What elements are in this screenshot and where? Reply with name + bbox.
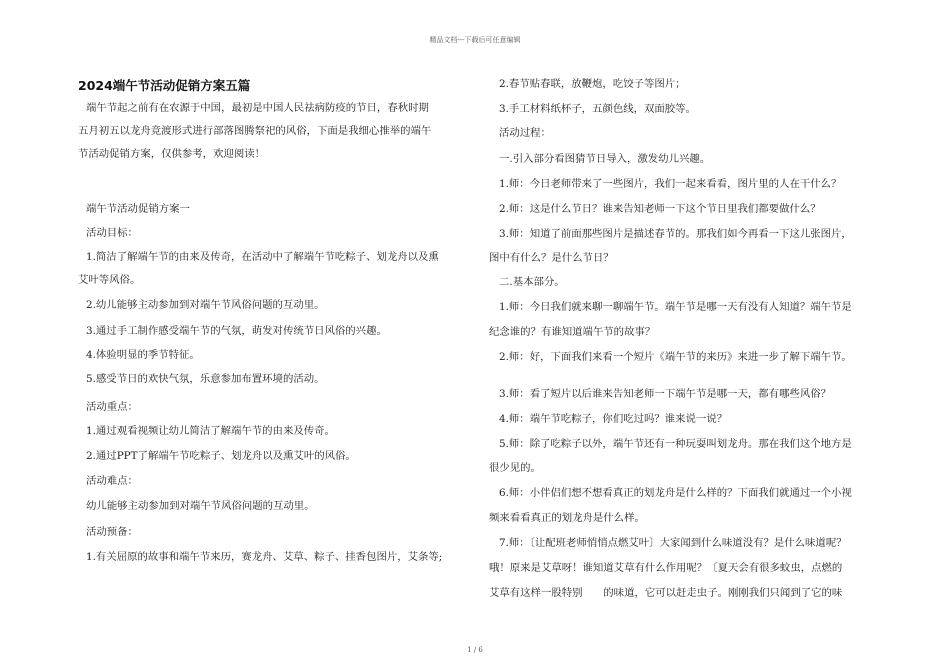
right-paragraph-line: 3.手工材料纸杯子，五颜色线，双面胶等。 <box>499 103 696 115</box>
right-paragraph-line: 2.师：这是什么节日？谁来告知老师一下这个节日里我们都要做什么？ <box>499 203 821 215</box>
right-paragraph-line: 很少见的。 <box>489 462 541 474</box>
right-paragraph-line: 3.师：知道了前面那些图片是描述春节的。那我们如今再看一下这儿张图片， <box>499 228 852 240</box>
right-paragraph-line: 纪念谁的？有谁知道端午节的故事？ <box>489 326 656 338</box>
right-paragraph-line: 7.师：〔让配班老师悄悄点燃艾叶〕大家闻到什么味道没有？是什么味道呢？ <box>499 537 847 549</box>
left-paragraph-line: 1.通过观看视频让幼儿简洁了解端午节的由来及传奇。 <box>86 425 335 437</box>
left-paragraph-line: 1.简洁了解端午节的由来及传奇，在活动中了解端午节吃粽子、划龙舟以及熏 <box>86 251 439 263</box>
left-paragraph-line: 端午节起之前有在农源于中国，最初是中国人民祛病防疫的节日，春秋时期 <box>86 102 429 114</box>
left-paragraph-line: 活动难点： <box>86 475 138 487</box>
right-paragraph-line: 频来看看真正的划龙舟是什么样。 <box>489 512 645 524</box>
right-paragraph-line: 5.师：除了吃粽子以外，端午节还有一种玩耍叫划龙舟。那在我们这个地方是 <box>499 438 852 450</box>
right-paragraph-line: 2.师：好，下面我们来看一个短片《端午节的来历》来进一步了解下端午节。 <box>499 351 852 363</box>
left-paragraph-line: 活动预备： <box>86 526 138 538</box>
right-paragraph-line: 艾草有这样一股特别 的味道，它可以赶走虫子。刚刚我们只闻到了它的味 <box>489 587 843 599</box>
right-paragraph-line: 1.师：今日老师带来了一些图片，我们一起来看看，图片里的人在干什么？ <box>499 178 842 190</box>
left-paragraph-line: 2.幼儿能够主动参加到对端午节风俗问题的互动里。 <box>86 299 325 311</box>
left-paragraph-line: 5.感受节日的欢快气氛，乐意参加布置环境的活动。 <box>86 373 325 385</box>
left-paragraph-line: 五月初五以龙舟竞渡形式进行部落图腾祭祀的风俗，下面是我细心推举的端午 <box>78 125 432 137</box>
page-number: 1 / 6 <box>467 646 483 654</box>
page-header: 精品文档---下载后可任意编辑 <box>429 36 521 44</box>
right-paragraph-line: 1.师：今日我们就来聊一聊端午节。端午节是哪一天有没有人知道？端午节是 <box>499 301 852 313</box>
right-paragraph-line: 活动过程： <box>499 127 551 139</box>
left-paragraph-line: 2.通过PPT了解端午节吃粽子、划龙舟以及熏艾叶的风俗。 <box>86 450 356 462</box>
left-paragraph-line: 端午节活动促销方案一 <box>86 203 190 215</box>
left-paragraph-line: 艾叶等风俗。 <box>78 274 141 286</box>
document-title: 2024端午节活动促销方案五篇 <box>78 78 251 93</box>
right-paragraph-line: 二.基本部分。 <box>499 276 565 288</box>
right-paragraph-line: 图中有什么？是什么节日？ <box>489 252 614 264</box>
left-paragraph-line: 活动目标： <box>86 227 138 239</box>
right-paragraph-line: 哦！原来是艾草呀！谁知道艾草有什么作用呢？〔夏天会有很多蚊虫，点燃的 <box>489 562 843 574</box>
right-paragraph-line: 2.春节贴春联，放鞭炮，吃饺子等图片； <box>499 78 686 90</box>
left-paragraph-line: 幼儿能够主动参加到对端午节风俗问题的互动里。 <box>86 500 315 512</box>
right-paragraph-line: 6.师：小伴侣们想不想看真正的划龙舟是什么样的？下面我们就通过一个小视 <box>499 487 852 499</box>
right-paragraph-line: 一.引入部分看图猜节日导入，激发幼儿兴趣。 <box>499 153 711 165</box>
left-paragraph-line: 活动重点： <box>86 401 138 413</box>
left-paragraph-line: 4.体验明显的季节特征。 <box>86 349 200 361</box>
right-paragraph-line: 3.师：看了短片以后谁来告知老师一下端午节是哪一天，都有哪些风俗？ <box>499 388 832 400</box>
right-paragraph-line: 4.师：端午节吃粽子，你们吃过吗？谁来说一说？ <box>499 413 728 425</box>
left-paragraph-line: 节活动促销方案，仅供参考，欢迎阅读！ <box>78 148 266 160</box>
left-paragraph-line: 3.通过手工制作感受端午节的气氛，萌发对传统节日风俗的兴趣。 <box>86 325 387 337</box>
left-paragraph-line: 1.有关屈原的故事和端午节来历，赛龙舟、艾草、粽子、挂香包图片，艾条等; <box>86 551 443 563</box>
